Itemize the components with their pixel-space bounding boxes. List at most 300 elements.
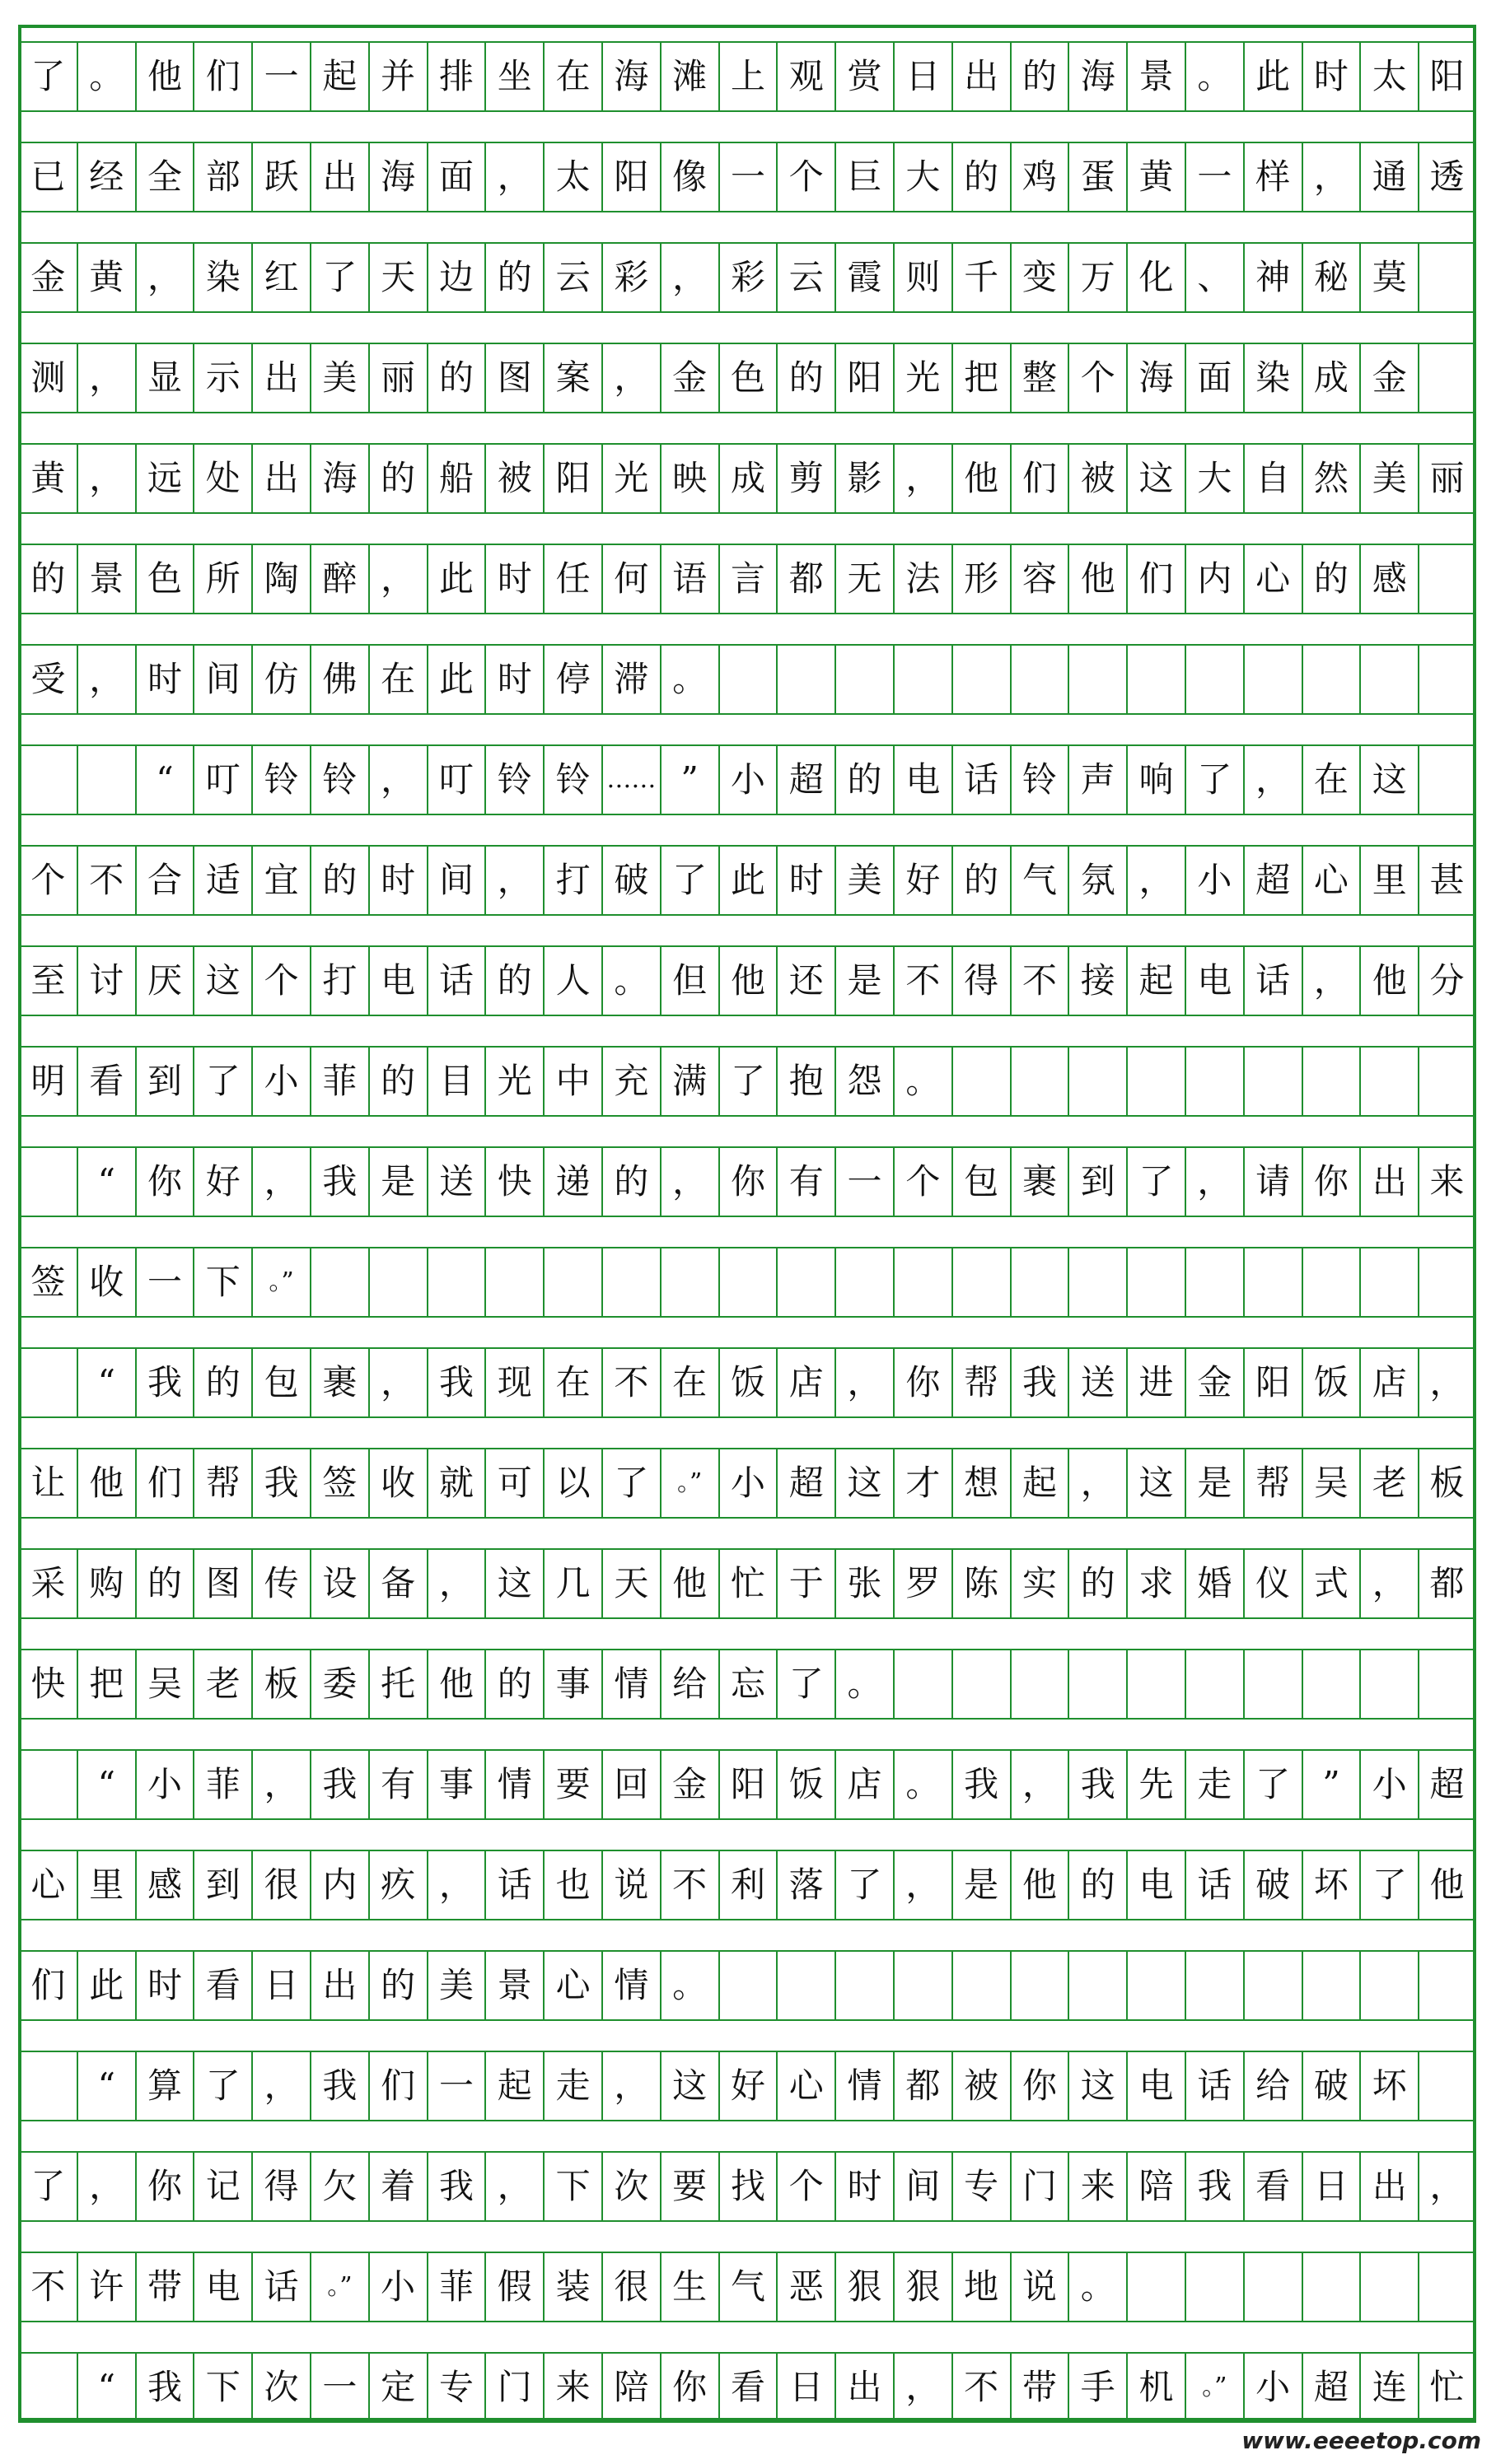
grid-cell: 带 (1010, 2352, 1068, 2423)
grid-cell: 成 (718, 443, 777, 514)
grid-cell: 陈 (951, 1548, 1010, 1619)
grid-cell: 一 (427, 2051, 485, 2121)
grid-cell: 时 (484, 644, 543, 715)
grid-cell: 出 (1359, 2151, 1418, 2222)
grid-cell: 门 (1010, 2151, 1068, 2222)
grid-cell (1010, 1950, 1068, 2021)
grid-cell: 打 (543, 845, 601, 916)
grid-cell: 小 (135, 1749, 194, 1820)
grid-cell: 间 (193, 644, 251, 715)
grid-cell: 。” (310, 2252, 368, 2322)
grid-cell: 这 (1068, 2051, 1126, 2121)
grid-cell (1243, 1046, 1302, 1117)
grid-cell (1068, 1247, 1126, 1318)
grid-cell: 们 (1126, 544, 1185, 614)
grid-cell: 阳 (601, 142, 660, 212)
grid-cell: 托 (368, 1649, 427, 1720)
grid-cell: 个 (251, 945, 310, 1016)
grid-cell: 出 (251, 343, 310, 413)
grid-cell (1243, 1950, 1302, 2021)
grid-row (18, 2352, 1476, 2423)
grid-cell (1418, 2051, 1476, 2121)
grid-cell: 不 (660, 1850, 718, 1920)
grid-cell: 了 (193, 2051, 251, 2121)
grid-cell: 坏 (1302, 1850, 1360, 1920)
grid-cell: 厌 (135, 945, 194, 1016)
grid-cell: 电 (193, 2252, 251, 2322)
grid-row (18, 1347, 1476, 1418)
grid-cell: 边 (427, 242, 485, 313)
grid-cell: 不 (951, 2352, 1010, 2423)
grid-cell: 店 (776, 1347, 834, 1418)
grid-cell: 云 (776, 242, 834, 313)
grid-cell: 。 (77, 41, 135, 112)
grid-cell: 色 (135, 544, 194, 614)
grid-cell: 间 (893, 2151, 951, 2222)
grid-cell: 样 (1243, 142, 1302, 212)
grid-cell (1010, 1046, 1068, 1117)
grid-cell: 他 (427, 1649, 485, 1720)
grid-cell: 给 (660, 1649, 718, 1720)
grid-cell (1418, 343, 1476, 413)
grid-cell (834, 1950, 893, 2021)
grid-cell: 我 (251, 1448, 310, 1519)
grid-cell: 内 (1185, 544, 1243, 614)
grid-cell: 被 (951, 2051, 1010, 2121)
grid-cell: 云 (543, 242, 601, 313)
grid-cell: 被 (484, 443, 543, 514)
grid-cell: 来 (1418, 1146, 1476, 1217)
grid-cell: ， (1418, 1347, 1476, 1418)
grid-cell (368, 1247, 427, 1318)
grid-cell: 示 (193, 343, 251, 413)
grid-cell: ， (1126, 845, 1185, 916)
grid-cell: 先 (1126, 1749, 1185, 1820)
grid-cell (1010, 1649, 1068, 1720)
grid-cell: 在 (1302, 744, 1360, 815)
grid-cell: 菲 (193, 1749, 251, 1820)
grid-cell: 彩 (718, 242, 777, 313)
grid-cell (893, 644, 951, 715)
grid-cell: 看 (193, 1950, 251, 2021)
grid-cell: 怨 (834, 1046, 893, 1117)
grid-cell: 帮 (1243, 1448, 1302, 1519)
grid-cell: 则 (893, 242, 951, 313)
grid-cell: ， (251, 1749, 310, 1820)
grid-cell: 化 (1126, 242, 1185, 313)
grid-cell: 他 (77, 1448, 135, 1519)
grid-cell: 板 (251, 1649, 310, 1720)
grid-cell: 经 (77, 142, 135, 212)
grid-cell: 陪 (1126, 2151, 1185, 2222)
grid-cell: 此 (718, 845, 777, 916)
grid-row (18, 142, 1476, 212)
grid-cell (1185, 1950, 1243, 2021)
grid-cell: 走 (543, 2051, 601, 2121)
grid-cell: 小 (368, 2252, 427, 2322)
grid-cell: 景 (484, 1950, 543, 2021)
grid-cell: ， (893, 1850, 951, 1920)
grid-cell: 说 (1010, 2252, 1068, 2322)
grid-cell: 的 (1010, 41, 1068, 112)
grid-cell: 超 (1302, 2352, 1360, 2423)
grid-cell: 狠 (893, 2252, 951, 2322)
grid-cell: ， (427, 1548, 485, 1619)
grid-cell (718, 644, 777, 715)
grid-cell: 菲 (427, 2252, 485, 2322)
grid-cell: 感 (135, 1850, 194, 1920)
grid-cell: ， (1068, 1448, 1126, 1519)
grid-cell: 着 (368, 2151, 427, 2222)
grid-cell: 的 (18, 544, 77, 614)
grid-cell: 叮 (193, 744, 251, 815)
grid-cell: 铃 (484, 744, 543, 815)
grid-cell: 看 (1243, 2151, 1302, 2222)
grid-cell: 不 (18, 2252, 77, 2322)
grid-cell: 心 (776, 2051, 834, 2121)
grid-cell: 以 (543, 1448, 601, 1519)
grid-cell: 彩 (601, 242, 660, 313)
grid-cell: 委 (310, 1649, 368, 1720)
grid-cell: ， (77, 443, 135, 514)
grid-cell: “ (77, 1749, 135, 1820)
grid-cell: 的 (776, 343, 834, 413)
grid-cell: 地 (951, 2252, 1010, 2322)
grid-cell: 天 (601, 1548, 660, 1619)
grid-cell: 海 (310, 443, 368, 514)
grid-cell: 现 (484, 1347, 543, 1418)
grid-cell (1068, 1046, 1126, 1117)
grid-cell: 超 (776, 744, 834, 815)
grid-cell (1010, 1247, 1068, 1318)
grid-cell (834, 644, 893, 715)
grid-cell: 电 (1126, 2051, 1185, 2121)
grid-cell: 收 (368, 1448, 427, 1519)
grid-cell: 老 (1359, 1448, 1418, 1519)
grid-cell: 事 (543, 1649, 601, 1720)
grid-cell: 日 (1302, 2151, 1360, 2222)
grid-cell: 天 (368, 242, 427, 313)
grid-cell: 仪 (1243, 1548, 1302, 1619)
grid-cell: 出 (834, 2352, 893, 2423)
grid-cell: 。 (834, 1649, 893, 1720)
grid-cell (893, 1649, 951, 1720)
grid-cell: 大 (893, 142, 951, 212)
grid-cell: 到 (1068, 1146, 1126, 1217)
grid-cell (776, 1950, 834, 2021)
grid-cell: 送 (1068, 1347, 1126, 1418)
grid-row (18, 544, 1476, 614)
grid-cell: 里 (77, 1850, 135, 1920)
grid-cell: 下 (193, 2352, 251, 2423)
grid-cell: 形 (951, 544, 1010, 614)
grid-cell: 张 (834, 1548, 893, 1619)
grid-cell: 快 (484, 1146, 543, 1217)
grid-cell: 个 (1068, 343, 1126, 413)
grid-cell: 日 (776, 2352, 834, 2423)
grid-cell: ， (1243, 744, 1302, 815)
grid-cell (18, 1749, 77, 1820)
grid-cell: 的 (310, 845, 368, 916)
grid-cell: 出 (310, 1950, 368, 2021)
grid-cell: 店 (1359, 1347, 1418, 1418)
grid-cell: 我 (951, 1749, 1010, 1820)
grid-cell: 排 (427, 41, 485, 112)
grid-cell: 我 (1010, 1347, 1068, 1418)
grid-cell: 了 (601, 1448, 660, 1519)
grid-cell: 内 (310, 1850, 368, 1920)
grid-cell: 中 (543, 1046, 601, 1117)
grid-cell: 时 (776, 845, 834, 916)
grid-cell: 的 (484, 242, 543, 313)
grid-cell: 。 (1068, 2252, 1126, 2322)
grid-cell: 阳 (718, 1749, 777, 1820)
grid-cell: 好 (193, 1146, 251, 1217)
grid-cell: 起 (1010, 1448, 1068, 1519)
grid-cell: 你 (135, 1146, 194, 1217)
grid-cell: 你 (135, 2151, 194, 2222)
grid-cell: ， (1359, 1548, 1418, 1619)
grid-cell: 找 (718, 2151, 777, 2222)
grid-cell: 我 (135, 1347, 194, 1418)
grid-cell: 破 (1243, 1850, 1302, 1920)
grid-cell: 美 (310, 343, 368, 413)
grid-cell: 此 (427, 544, 485, 614)
grid-cell: 一 (1185, 142, 1243, 212)
grid-cell: 看 (718, 2352, 777, 2423)
grid-cell (1359, 2252, 1418, 2322)
grid-cell: 滩 (660, 41, 718, 112)
grid-cell: 阳 (543, 443, 601, 514)
grid-cell (18, 744, 77, 815)
grid-cell: 图 (484, 343, 543, 413)
grid-cell: 了 (834, 1850, 893, 1920)
grid-cell (1302, 1247, 1360, 1318)
grid-cell: 你 (1010, 2051, 1068, 2121)
grid-cell: 我 (427, 2151, 485, 2222)
grid-row (18, 744, 1476, 815)
grid-cell (77, 744, 135, 815)
grid-cell: 太 (543, 142, 601, 212)
watermark: www.eeeetop.com (1241, 2427, 1481, 2454)
grid-cell: 气 (718, 2252, 777, 2322)
grid-cell: 不 (893, 945, 951, 1016)
grid-cell: 算 (135, 2051, 194, 2121)
grid-cell: 有 (776, 1146, 834, 1217)
grid-cell: ， (893, 443, 951, 514)
grid-cell (1126, 1950, 1185, 2021)
grid-cell: 这 (1359, 744, 1418, 815)
grid-row (18, 1649, 1476, 1720)
grid-cell: 们 (1010, 443, 1068, 514)
grid-cell: 金 (660, 343, 718, 413)
grid-cell: 婚 (1185, 1548, 1243, 1619)
grid-cell: 你 (660, 2352, 718, 2423)
grid-cell: 装 (543, 2252, 601, 2322)
grid-cell: 电 (1185, 945, 1243, 1016)
grid-cell: 就 (427, 1448, 485, 1519)
grid-cell: 他 (135, 41, 194, 112)
grid-cell: 接 (1068, 945, 1126, 1016)
grid-cell: 阳 (834, 343, 893, 413)
grid-cell: 回 (601, 1749, 660, 1820)
grid-cell: 巨 (834, 142, 893, 212)
grid-cell: 假 (484, 2252, 543, 2322)
grid-cell: 这 (1126, 1448, 1185, 1519)
grid-cell: 跃 (251, 142, 310, 212)
grid-cell: 满 (660, 1046, 718, 1117)
grid-cell: 还 (776, 945, 834, 1016)
grid-cell: 于 (776, 1548, 834, 1619)
grid-row (18, 2252, 1476, 2322)
grid-cell: 超 (776, 1448, 834, 1519)
grid-cell: 了 (1359, 1850, 1418, 1920)
grid-cell (1359, 1649, 1418, 1720)
grid-cell: 但 (660, 945, 718, 1016)
grid-cell: 也 (543, 1850, 601, 1920)
grid-cell: 话 (427, 945, 485, 1016)
grid-cell (951, 1649, 1010, 1720)
grid-cell: 递 (543, 1146, 601, 1217)
grid-cell: 快 (18, 1649, 77, 1720)
grid-cell: 黄 (77, 242, 135, 313)
grid-cell: 了 (718, 1046, 777, 1117)
grid-cell: 光 (601, 443, 660, 514)
grid-cell: 话 (1185, 1850, 1243, 1920)
grid-cell: 给 (1243, 2051, 1302, 2121)
grid-cell: 小 (1359, 1749, 1418, 1820)
grid-cell: 里 (1359, 845, 1418, 916)
grid-cell: 话 (951, 744, 1010, 815)
grid-cell: 红 (251, 242, 310, 313)
grid-cell: 们 (193, 41, 251, 112)
grid-cell: 你 (1302, 1146, 1360, 1217)
grid-cell: 手 (1068, 2352, 1126, 2423)
grid-cell: 定 (368, 2352, 427, 2423)
grid-cell: 出 (1359, 1146, 1418, 1217)
grid-cell (776, 644, 834, 715)
grid-cell: 光 (893, 343, 951, 413)
grid-cell: 来 (543, 2352, 601, 2423)
grid-cell: 我 (427, 1347, 485, 1418)
grid-cell: 连 (1359, 2352, 1418, 2423)
grid-cell: 是 (951, 1850, 1010, 1920)
grid-cell: 他 (1010, 1850, 1068, 1920)
grid-cell (718, 1950, 777, 2021)
grid-cell: 我 (135, 2352, 194, 2423)
grid-cell (1068, 1950, 1126, 2021)
grid-cell: 人 (543, 945, 601, 1016)
grid-cell: 坐 (484, 41, 543, 112)
grid-cell: 出 (310, 142, 368, 212)
grid-cell: 整 (1010, 343, 1068, 413)
grid-cell: 甚 (1418, 845, 1476, 916)
grid-cell: 剪 (776, 443, 834, 514)
grid-cell: 们 (18, 1950, 77, 2021)
grid-cell (1068, 1649, 1126, 1720)
grid-cell (1185, 644, 1243, 715)
grid-cell: 金 (1359, 343, 1418, 413)
grid-cell: 显 (135, 343, 194, 413)
grid-cell (1418, 1046, 1476, 1117)
grid-cell: 购 (77, 1548, 135, 1619)
grid-cell: 不 (1010, 945, 1068, 1016)
grid-cell: 在 (543, 41, 601, 112)
grid-cell: 所 (193, 544, 251, 614)
grid-cell (1359, 1247, 1418, 1318)
grid-cell (660, 1247, 718, 1318)
grid-cell: 进 (1126, 1347, 1185, 1418)
grid-cell: 海 (368, 142, 427, 212)
grid-cell (1359, 644, 1418, 715)
grid-cell: 。 (601, 945, 660, 1016)
grid-cell: 法 (893, 544, 951, 614)
grid-cell: 佛 (310, 644, 368, 715)
grid-cell: 让 (18, 1448, 77, 1519)
grid-row (18, 41, 1476, 112)
grid-cell: ， (601, 343, 660, 413)
grid-cell: 鸡 (1010, 142, 1068, 212)
grid-cell: 响 (1126, 744, 1185, 815)
grid-cell: 美 (1359, 443, 1418, 514)
grid-cell (1243, 2252, 1302, 2322)
grid-cell: 要 (660, 2151, 718, 2222)
grid-cell: 求 (1126, 1548, 1185, 1619)
grid-cell: 式 (1302, 1548, 1360, 1619)
grid-cell: 情 (601, 1649, 660, 1720)
grid-cell: 电 (368, 945, 427, 1016)
grid-row (18, 2051, 1476, 2121)
grid-cell: 时 (135, 1950, 194, 2021)
grid-cell: 专 (427, 2352, 485, 2423)
grid-cell: 把 (77, 1649, 135, 1720)
grid-cell: 丽 (368, 343, 427, 413)
grid-cell: 气 (1010, 845, 1068, 916)
grid-cell: 包 (951, 1146, 1010, 1217)
grid-cell: 情 (484, 1749, 543, 1820)
grid-cell: 话 (1243, 945, 1302, 1016)
grid-cell: 裹 (310, 1347, 368, 1418)
grid-cell: 超 (1243, 845, 1302, 916)
grid-row (18, 1850, 1476, 1920)
grid-cell: 几 (543, 1548, 601, 1619)
grid-cell: 情 (834, 2051, 893, 2121)
grid-cell: 想 (951, 1448, 1010, 1519)
grid-cell: 他 (951, 443, 1010, 514)
grid-cell (893, 1950, 951, 2021)
grid-cell: 小 (718, 744, 777, 815)
grid-cell: 万 (1068, 242, 1126, 313)
grid-cell: 了 (18, 2151, 77, 2222)
grid-cell: 说 (601, 1850, 660, 1920)
grid-cell (1126, 644, 1185, 715)
grid-cell: 出 (251, 443, 310, 514)
grid-cell: 千 (951, 242, 1010, 313)
grid-cell (1418, 2252, 1476, 2322)
grid-cell: 合 (135, 845, 194, 916)
grid-cell: 。 (893, 1046, 951, 1117)
grid-cell: 店 (834, 1749, 893, 1820)
grid-cell: 恶 (776, 2252, 834, 2322)
grid-cell (1418, 1247, 1476, 1318)
grid-cell: 。” (660, 1448, 718, 1519)
grid-cell: ， (77, 343, 135, 413)
grid-cell: 破 (1302, 2051, 1360, 2121)
grid-cell: ， (601, 2051, 660, 2121)
grid-cell: 了 (18, 41, 77, 112)
grid-cell (18, 2051, 77, 2121)
grid-cell (718, 1247, 777, 1318)
